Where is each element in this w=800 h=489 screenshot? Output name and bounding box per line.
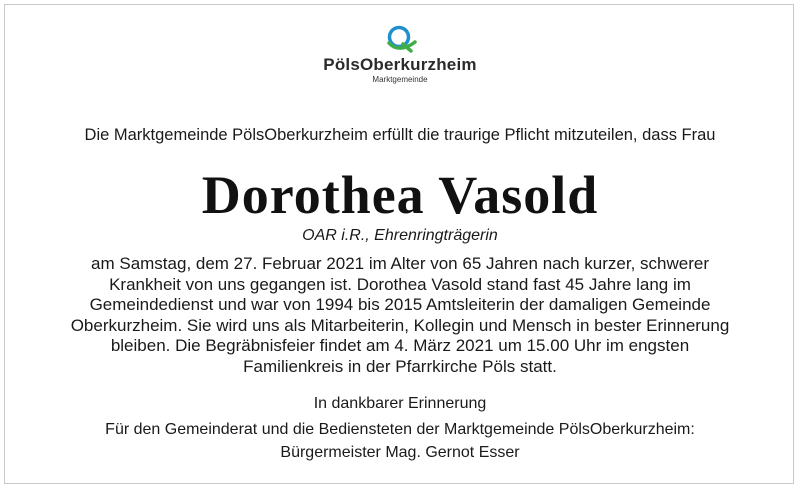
body-line: Familienkreis in der Pfarrkirche Pöls statt.: [243, 356, 557, 376]
signature-line: Bürgermeister Mag. Gernot Esser: [280, 444, 520, 461]
body-line: am Samstag, dem 27. Februar 2021 im Alter von 65 Jahren nach kurzer, schwerer: [91, 254, 709, 273]
municipality-logo: [0, 24, 800, 84]
notice-body: [0, 254, 800, 377]
body-line: Oberkurzheim. Sie wird uns als Mitarbeiterin, Kollegin und Mensch in bester Erinnerung: [70, 315, 730, 335]
logo-subtitle: Marktgemeinde: [372, 75, 428, 84]
body-line: Krankheit von uns gegangen ist. Dorothea Vasold stand fast 45 Jahre lang im: [109, 274, 691, 294]
closing-phrase: In dankbarer Erinnerung: [313, 395, 487, 412]
deceased-name: Dorothea Vasold: [201, 165, 599, 225]
body-line: bleiben. Die Begräbnisfeier findet am 4. März 2021 um 15.00 Uhr im engsten: [110, 336, 690, 355]
deceased-titles: OAR i.R., Ehrenringträgerin: [302, 227, 498, 244]
intro-text: Die Marktgemeinde PölsOberkurzheim erfüllt die traurige Pflicht mitzuteilen, dass Frau: [84, 126, 716, 144]
logo-ring-icon: [383, 24, 417, 54]
logo-name: PölsOberkurzheim: [323, 55, 477, 74]
body-line: Gemeindedienst und war von 1994 bis 2015 Amtsleiterin der damaligen Gemeinde: [89, 295, 711, 314]
committee-line: Für den Gemeinderat und die Bediensteten der Marktgemeinde PölsOberkurzheim:: [105, 421, 695, 438]
